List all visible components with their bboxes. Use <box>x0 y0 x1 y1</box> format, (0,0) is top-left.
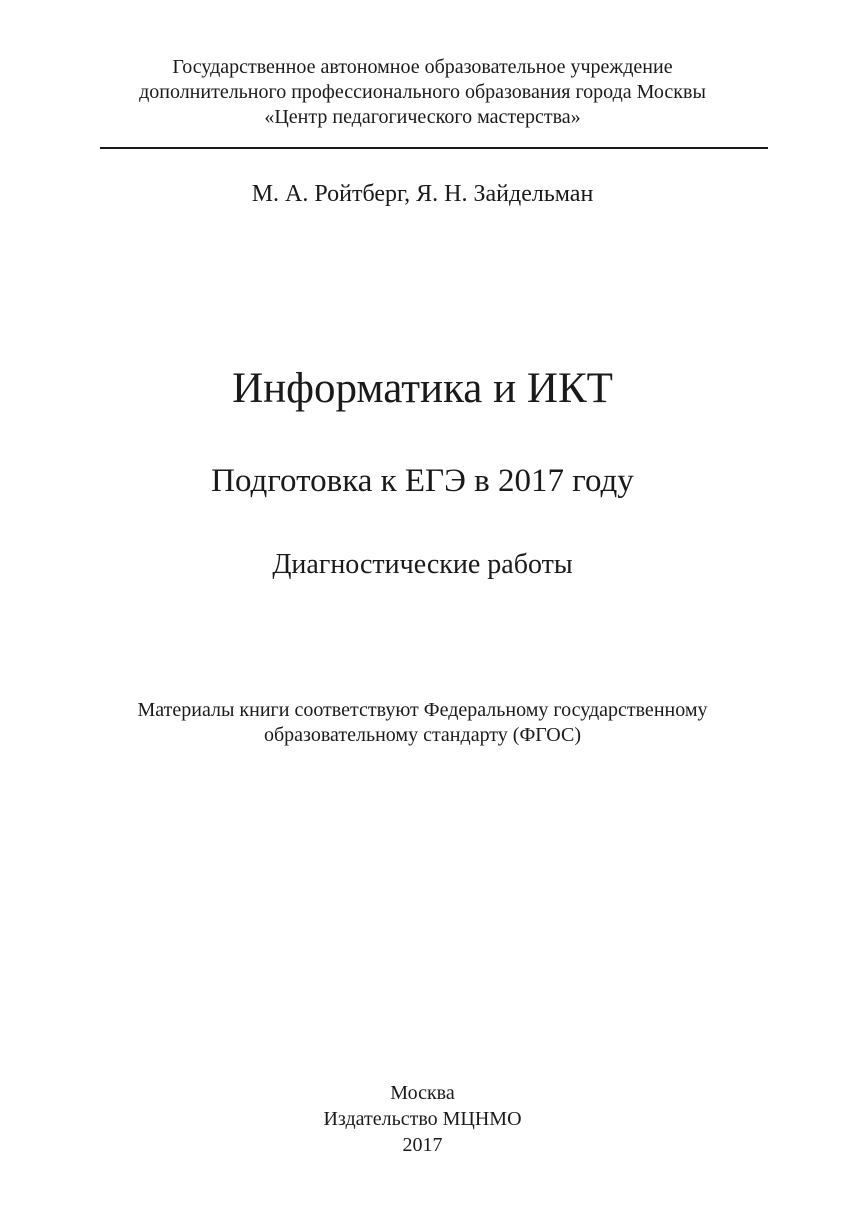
imprint-city: Москва <box>390 1082 455 1104</box>
standards-note <box>0 698 845 748</box>
imprint-year: 2017 <box>402 1134 443 1156</box>
book-subtitle: Подготовка к ЕГЭ в 2017 году <box>211 463 634 499</box>
standards-note-line-1: Материалы книги соответствуют Федеральному государственному <box>137 699 708 721</box>
imprint-publisher: Издательство МЦНМО <box>323 1108 522 1130</box>
authors: М. А. Ройтберг, Я. Н. Зайдельман <box>251 181 594 207</box>
institution-line-3: «Центр педагогического мастерства» <box>264 106 581 128</box>
header-divider <box>100 147 768 149</box>
book-title: Информатика и ИКТ <box>232 365 613 412</box>
institution-header <box>0 55 845 130</box>
imprint <box>0 1080 845 1158</box>
institution-line-2: дополнительного профессионального образования города Москвы <box>139 81 706 103</box>
book-subsubtitle: Диагностические работы <box>272 549 573 580</box>
institution-line-1: Государственное автономное образовательное учреждение <box>172 56 673 78</box>
standards-note-line-2: образовательному стандарту (ФГОС) <box>264 724 581 746</box>
